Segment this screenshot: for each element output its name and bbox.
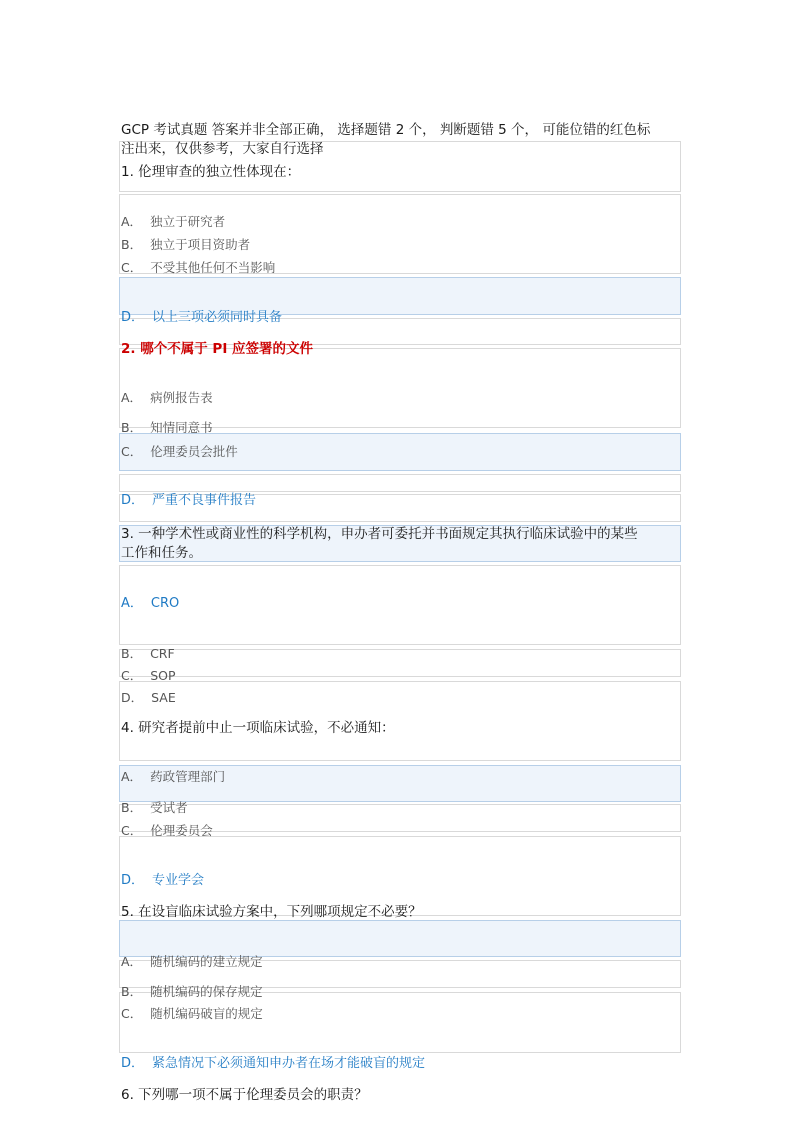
option-letter: C． [121, 444, 143, 459]
option-letter: D． [121, 690, 144, 705]
option-text: 随机编码的保存规定 [150, 984, 263, 999]
option-text: SOP [150, 668, 176, 683]
option-text: 随机编码破盲的规定 [150, 1006, 263, 1021]
option-letter: C． [121, 823, 143, 838]
question-3-option-b[interactable] [121, 645, 175, 663]
question-1-option-a[interactable] [121, 213, 225, 231]
option-letter: D． [121, 493, 145, 508]
option-letter: A． [121, 769, 143, 784]
option-text: 伦理委员会 [150, 823, 213, 838]
option-text: CRF [150, 646, 175, 661]
option-text: 病例报告表 [150, 390, 213, 405]
option-text: 知情同意书 [150, 420, 213, 435]
option-letter: C． [121, 1006, 143, 1021]
question-3-option-d[interactable] [121, 689, 176, 707]
option-letter: B． [121, 984, 143, 999]
option-letter: C． [121, 668, 143, 683]
option-text: 独立于项目资助者 [150, 237, 251, 252]
intro-line-2: 注出来，仅供参考，大家自行选择 [121, 141, 324, 157]
option-text: 独立于研究者 [150, 214, 226, 229]
option-text: 严重不良事件报告 [152, 493, 257, 508]
question-3-text-line-2: 工作和任务。 [121, 545, 202, 561]
question-2-option-c[interactable] [121, 443, 238, 461]
question-1-option-d[interactable] [121, 309, 282, 327]
option-letter: D． [121, 1056, 145, 1071]
question-4-option-a[interactable] [121, 768, 225, 786]
option-frame [119, 565, 681, 645]
option-frame [119, 474, 681, 492]
option-text: 受试者 [150, 800, 188, 815]
question-2-option-d[interactable] [121, 492, 256, 510]
option-letter: A． [121, 214, 143, 229]
option-text: 不受其他任何不当影响 [150, 260, 276, 275]
option-text: 专业学会 [152, 873, 205, 888]
question-3-option-a[interactable] [121, 595, 179, 613]
option-text: 随机编码的建立规定 [150, 954, 263, 969]
question-2-option-b[interactable] [121, 419, 213, 437]
option-frame [119, 348, 681, 428]
option-letter: D． [121, 873, 145, 888]
question-5-option-c[interactable] [121, 1005, 263, 1023]
question-4-option-d[interactable] [121, 872, 204, 890]
intro-line-1: GCP 考试真题 答案并非全部正确， 选择题错 2 个， 判断题错 5 个， 可能位错的红色标 [121, 122, 651, 138]
option-text: 紧急情况下必须通知申办者在场才能破盲的规定 [152, 1056, 426, 1071]
option-letter: B． [121, 237, 143, 252]
option-letter: B． [121, 800, 143, 815]
option-frame-highlight [119, 920, 681, 957]
option-letter: B． [121, 646, 143, 661]
question-4-option-c[interactable] [121, 822, 213, 840]
option-letter: A． [121, 596, 143, 611]
option-text: SAE [151, 690, 176, 705]
question-5-option-d[interactable] [121, 1055, 425, 1073]
option-frame [119, 649, 681, 677]
question-1-option-c[interactable] [121, 259, 275, 277]
option-text: 以上三项必须同时具备 [152, 310, 283, 325]
option-text: 伦理委员会批件 [150, 444, 238, 459]
option-letter: C． [121, 260, 143, 275]
question-5-option-b[interactable] [121, 983, 263, 1001]
question-1-text: 1. 伦理审查的独立性体现在： [121, 164, 301, 180]
question-2-option-a[interactable] [121, 389, 213, 407]
question-3-text-line-1: 3. 一种学术性或商业性的科学机构，申办者可委托并书面规定其执行临床试验中的某些 [121, 526, 638, 542]
question-2-text: 2. 哪个不属于 PI 应签署的文件 [121, 341, 314, 357]
question-3-option-c[interactable] [121, 667, 176, 685]
option-letter: A． [121, 954, 143, 969]
question-5-text: 5. 在设盲临床试验方案中，下列哪项规定不必要？ [121, 904, 422, 920]
question-6-text: 6. 下列哪一项不属于伦理委员会的职责？ [121, 1087, 368, 1103]
option-letter: A． [121, 390, 143, 405]
option-letter: D． [121, 310, 145, 325]
option-text: CRO [150, 596, 180, 611]
question-4-text: 4. 研究者提前中止一项临床试验，不必通知： [121, 720, 395, 736]
question-4-option-b[interactable] [121, 799, 188, 817]
question-1-option-b[interactable] [121, 236, 250, 254]
option-text: 药政管理部门 [150, 769, 226, 784]
question-5-option-a[interactable] [121, 953, 263, 971]
option-letter: B． [121, 420, 143, 435]
